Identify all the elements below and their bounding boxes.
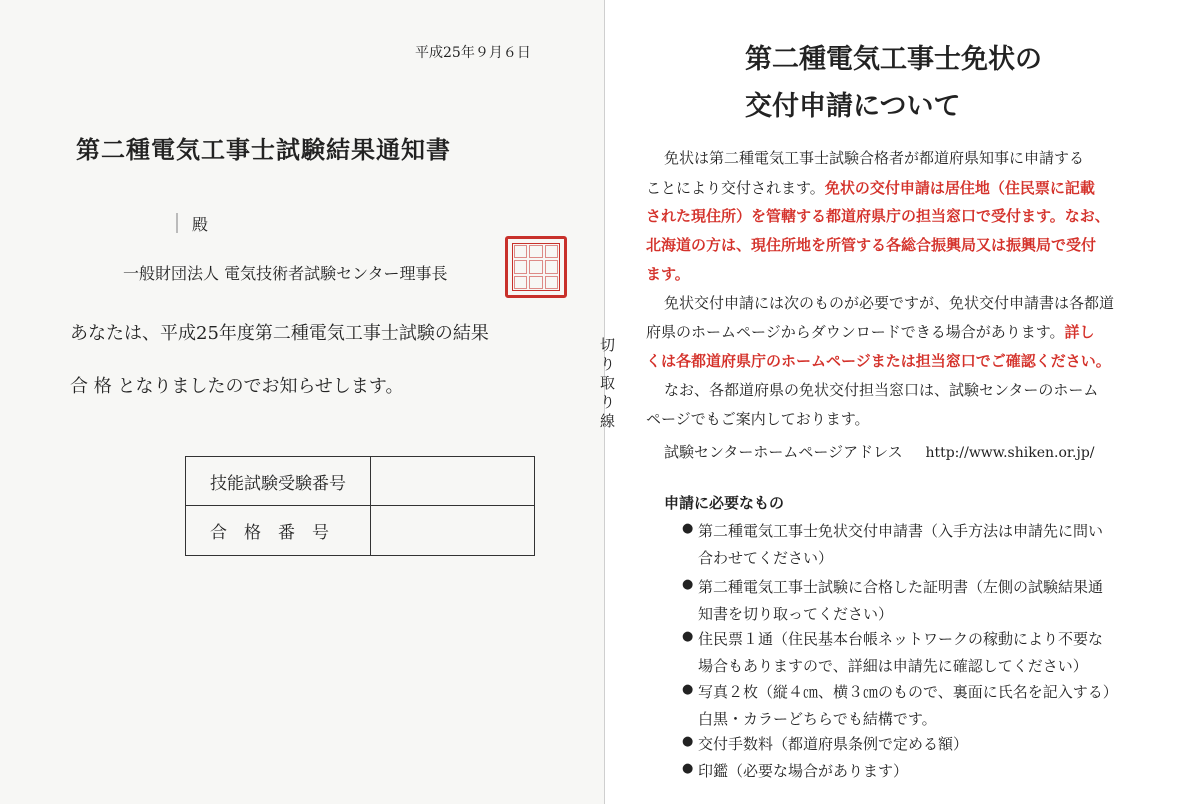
notice-title: 第二種電気工事士試験結果通知書 xyxy=(76,136,451,164)
requirements-heading: 申請に必要なもの xyxy=(664,494,785,512)
paragraph2-line1: 免状交付申請には次のものが必要ですが、免状交付申請書は各都道 xyxy=(664,294,1115,312)
exam-number-label: 技能試験受験番号 xyxy=(186,457,371,505)
paragraph1-line2-plain: ことにより交付されます。 xyxy=(646,179,825,197)
homepage-line xyxy=(664,441,1095,462)
paragraph1-line1: 免状は第二種電気工事士試験合格者が都道府県知事に申請する xyxy=(664,149,1085,167)
cut-line-char: 取 xyxy=(600,374,616,392)
requirement-item-continued: 白黒・カラーどちらでも結構です。 xyxy=(698,710,937,728)
paragraph1-line4: 北海道の方は、現住所地を所管する各総合振興局又は振興局で受付 xyxy=(646,236,1097,254)
official-seal-icon xyxy=(505,236,567,298)
table-row xyxy=(186,457,534,506)
exam-number-table xyxy=(185,456,535,556)
homepage-label: 試験センターホームページアドレス xyxy=(664,443,903,461)
bullet-icon: ● xyxy=(682,577,694,592)
application-title xyxy=(745,36,1042,130)
issuer-name: 一般財団法人 電気技術者試験センター理事長 xyxy=(123,264,448,283)
requirement-item-continued: 知書を切り取ってください） xyxy=(698,605,894,623)
requirement-item: 住民票１通（住民基本台帳ネットワークの稼動により不要な xyxy=(698,630,1104,648)
cut-line-char: 切 xyxy=(600,336,616,354)
application-title-line2: 交付申請について xyxy=(745,91,961,122)
paragraph1-line2 xyxy=(646,177,1095,198)
requirement-item: 第二種電気工事士免状交付申請書（入手方法は申請先に問い xyxy=(698,522,1104,540)
bullet-icon: ● xyxy=(682,682,694,697)
paragraph3-line1: なお、各都道府県の免状交付担当窓口は、試験センターのホーム xyxy=(664,381,1099,399)
pass-number-label: 合格番号 xyxy=(186,506,371,555)
paragraph1-line2-red: 免状の交付申請は居住地（住民票に記載 xyxy=(824,179,1095,197)
table-row xyxy=(186,506,534,555)
bullet-icon: ● xyxy=(682,734,694,749)
requirement-item: 写真２枚（縦４㎝、横３㎝のもので、裏面に氏名を記入する） xyxy=(698,683,1118,701)
cut-line-label xyxy=(600,336,614,431)
requirement-item-continued: 合わせてください） xyxy=(698,549,834,567)
cut-line-char: り xyxy=(600,393,616,411)
recipient-suffix: 殿 xyxy=(192,215,209,234)
exam-number-value xyxy=(371,457,534,505)
application-title-line1: 第二種電気工事士免状の xyxy=(745,44,1042,75)
pass-number-value xyxy=(371,506,534,555)
requirement-item: 第二種電気工事士試験に合格した証明書（左側の試験結果通 xyxy=(698,578,1104,596)
requirement-item: 印鑑（必要な場合があります） xyxy=(698,762,909,780)
result-text-line1: あなたは、平成25年度第二種電気工事士試験の結果 xyxy=(70,323,489,344)
paragraph3-line2: ページでもご案内しております。 xyxy=(646,410,870,428)
paragraph2-line2 xyxy=(646,321,1095,342)
result-text-line2: 合 格 となりましたのでお知らせします。 xyxy=(70,376,404,397)
bullet-icon: ● xyxy=(682,761,694,776)
paragraph2-line2-plain: 府県のホームページからダウンロードできる場合があります。 xyxy=(646,323,1065,341)
cut-line-char: 線 xyxy=(600,412,616,430)
bullet-icon: ● xyxy=(682,629,694,644)
paragraph2-line2-red: 詳し xyxy=(1064,323,1095,341)
cut-line-char: り xyxy=(600,355,616,373)
paragraph1-line5: ます。 xyxy=(646,265,690,283)
requirement-item: 交付手数料（都道府県条例で定める額） xyxy=(698,735,969,753)
paragraph2-line3: くは各都道府県庁のホームページまたは担当窓口でご確認ください。 xyxy=(646,352,1111,370)
paragraph1-line3: された現住所）を管轄する都道府県庁の担当窓口で受付ます。なお、 xyxy=(646,207,1110,225)
homepage-url-link[interactable]: http://www.shiken.or.jp/ xyxy=(925,445,1095,461)
recipient-name-field xyxy=(176,213,178,233)
issue-date: 平成25年９月６日 xyxy=(415,45,531,61)
requirement-item-continued: 場合もありますので、詳細は申請先に確認してください） xyxy=(698,657,1088,675)
bullet-icon: ● xyxy=(682,521,694,536)
